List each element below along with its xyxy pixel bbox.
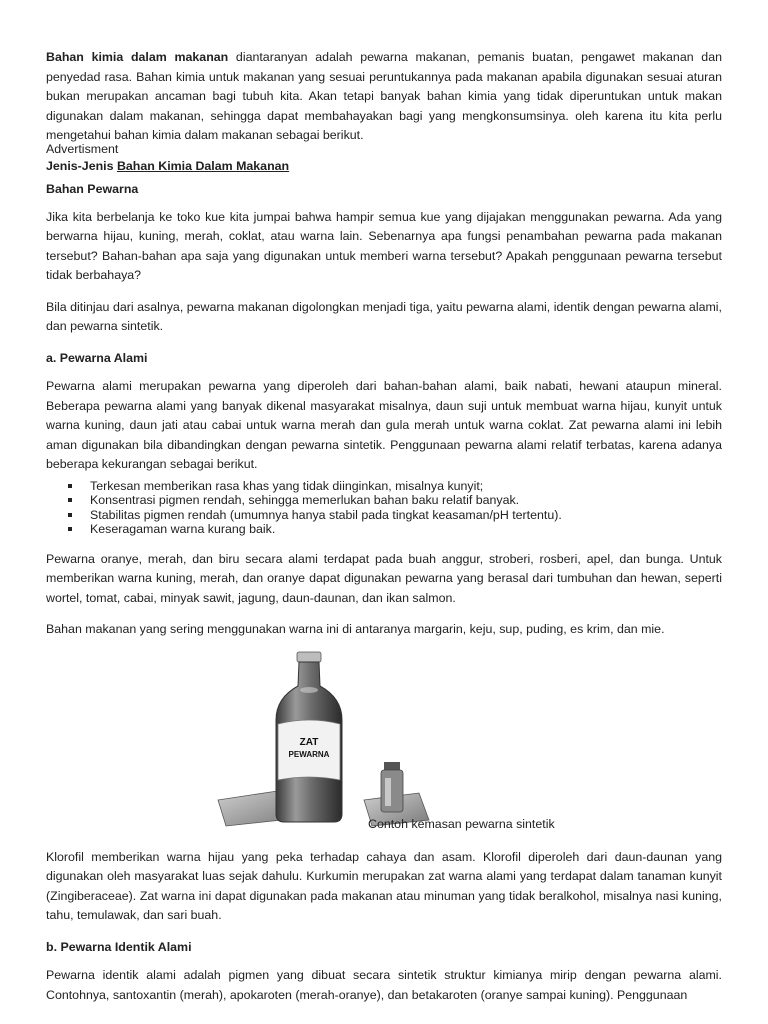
figure-caption: Contoh kemasan pewarna sintetik: [368, 816, 555, 831]
list-item: Terkesan memberikan rasa khas yang tidak diinginkan, misalnya kunyit;: [66, 479, 722, 494]
list-item: Keseragaman warna kurang baik.: [66, 522, 722, 537]
bottle-label-line1: ZAT: [299, 736, 319, 748]
heading-pewarna-alami: a. Pewarna Alami: [46, 350, 148, 365]
paragraph-7: Pewarna identik alami adalah pigmen yang dibuat secara sintetik struktur kimianya mirip dengan pewarna alami. Contohnya, santoxantin (merah), apokaroten (merah-oranye), dan betakaroten (oranye sampai kuning). Penggunaan: [46, 968, 722, 1002]
bottle-illustration: [214, 650, 544, 838]
heading-pewarna-identik-alami: b. Pewarna Identik Alami: [46, 939, 192, 954]
intro-lead: Bahan kimia dalam makanan: [46, 50, 229, 64]
paragraph-3: Pewarna alami merupakan pewarna yang diperoleh dari bahan-bahan alami, baik nabati, hewani ataupun mineral. Beberapa pewarna alami yang banyak dikenal masyarakat misalnya, daun suji untuk membuat warna hijau, kunyit untuk warna kuning, daun jati atau cabai untuk warna merah dan gula merah untuk warna coklat. Zat pewarna alami ini lebih aman digunakan bila dibandingkan dengan pewarna sintetik. Penggunaan pewarna alami relatif terbatas, karena adanya beberapa kekurangan sebagai berikut.: [46, 379, 722, 471]
bottle-label-line2: PEWARNA: [288, 749, 330, 759]
paragraph-4: Pewarna oranye, merah, dan biru secara alami terdapat pada buah anggur, stroberi, rosberi, apel, dan bunga. Untuk memberikan warna kuning, merah, dan oranye dapat digunakan pewarna yang berasal dari tumbuhan dan hewan, seperti wortel, tomat, cabai, minyak sawit, jagung, daun-daunan, dan ikan salmon.: [46, 551, 722, 605]
figure-pewarna: [46, 650, 722, 838]
article-body: [46, 48, 722, 1005]
advert-label: Advertisment: [46, 141, 119, 156]
paragraph-5: Bahan makanan yang sering menggunakan warna ini di antaranya margarin, keju, sup, puding, es krim, dan mie.: [46, 622, 665, 636]
drawbacks-list: [46, 479, 722, 537]
title-prefix: Jenis-Jenis: [46, 158, 117, 173]
intro-paragraph: [46, 48, 722, 146]
page-title: [46, 157, 722, 175]
title-link[interactable]: Bahan Kimia Dalam Makanan: [116, 158, 290, 173]
paragraph-2: Bila ditinjau dari asalnya, pewarna makanan digolongkan menjadi tiga, yaitu pewarna alami, identik dengan pewarna alami, dan pewarna sintetik.: [46, 299, 722, 333]
paragraph-6: Klorofil memberikan warna hijau yang peka terhadap cahaya dan asam. Klorofil diperoleh dari daun-daunan yang digunakan oleh masyarakat luas sejak dahulu. Kurkumin merupakan zat warna alami yang terdapat dalam tanaman kunyit (Zingiberaceae). Zat warna ini dapat digunakan pada makanan atau minuman yang tidak beralkohol, misalnya nasi kuning, tahu, temulawak, dan sari buah.: [46, 849, 722, 922]
paragraph-1: Jika kita berbelanja ke toko kue kita jumpai bahwa hampir semua kue yang dijajakan menggunakan pewarna. Ada yang berwarna hijau, kuning, merah, coklat, atau warna lain. Sebenarnya apa fungsi penambahan pewarna pada makanan tersebut? Bahan-bahan apa saja yang digunakan untuk memberi warna tersebut? Apakah penggunaan pewarna tersebut tidak berbahaya?: [46, 209, 722, 282]
section-heading-pewarna: Bahan Pewarna: [46, 181, 139, 196]
intro-body: diantaranyan adalah pewarna makanan, pemanis buatan, pengawet makanan dan penyedad rasa. Bahan kimia untuk makanan yang sesuai peruntukannya pada makanan apabila digunakan sesuai aturan bukan merupakan ancaman bagi tubuh kita. Akan tetapi banyak bahan kimia yang tidak diperuntukan untuk makan digunakan dalam makanan, sehingga dapat membahayakan bagi yang mengkonsumsinya. oleh karena itu kita perlu mengetahui bahan kimia dalam makanan sebagai berikut.: [46, 50, 722, 142]
list-item: Stabilitas pigmen rendah (umumnya hanya stabil pada tingkat keasaman/pH tertentu).: [66, 508, 722, 523]
list-item: Konsentrasi pigmen rendah, sehingga memerlukan bahan baku relatif banyak.: [66, 493, 722, 508]
